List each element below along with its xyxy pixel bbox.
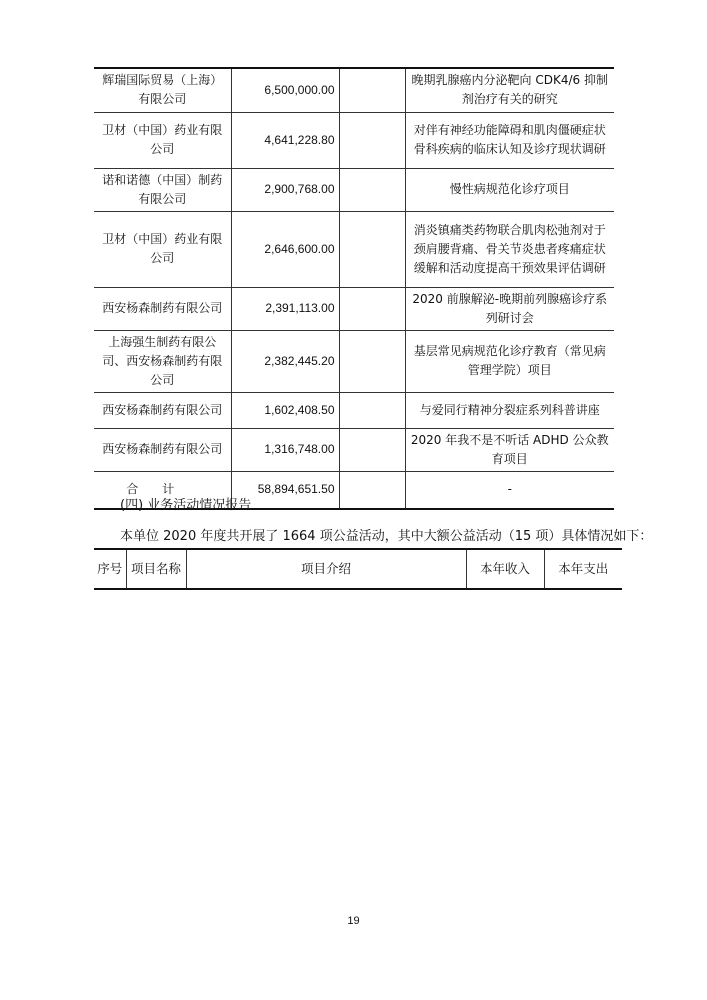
table-row [94,428,614,471]
header-income: 本年收入 [466,549,544,589]
row-empty-cell [339,112,405,168]
activity-table [94,548,622,590]
page-number: 19 [347,915,360,927]
row-organization: 卫材（中国）药业有限公司 [94,112,231,168]
header-expense: 本年支出 [544,549,622,589]
row-project: 慢性病规范化诊疗项目 [405,168,614,211]
row-project: 2020 前腺解泌-晚期前列腺癌诊疗系列研讨会 [405,287,614,330]
row-amount: 1,316,748.00 [231,428,339,471]
row-empty-cell [339,287,405,330]
header-project-intro: 项目介绍 [186,549,466,589]
row-empty-cell [339,168,405,211]
header-project-name: 项目名称 [126,549,186,589]
row-project: 2020 年我不是不听话 ADHD 公众教育项目 [405,428,614,471]
table-row [94,68,614,112]
row-organization: 卫材（中国）药业有限公司 [94,211,231,287]
header-serial: 序号 [94,549,126,589]
row-amount: 2,382,445.20 [231,330,339,392]
row-amount: 1,602,408.50 [231,392,339,428]
row-organization: 西安杨森制药有限公司 [94,428,231,471]
row-amount: 2,900,768.00 [231,168,339,211]
row-amount: 2,646,600.00 [231,211,339,287]
row-project: 与爱同行精神分裂症系列科普讲座 [405,392,614,428]
row-empty-cell [339,428,405,471]
table-row [94,211,614,287]
total-project: - [405,471,614,509]
row-empty-cell [339,330,405,392]
table-row [94,330,614,392]
row-amount: 4,641,228.80 [231,112,339,168]
row-organization: 西安杨森制药有限公司 [94,392,231,428]
summary-text: 本单位 2020 年度共开展了 1664 项公益活动，其中大额公益活动（15 项）具体情况如下： [120,529,653,544]
row-organization: 辉瑞国际贸易（上海）有限公司 [94,68,231,112]
row-project: 消炎镇痛类药物联合肌肉松弛剂对于颈肩腰背痛、骨关节炎患者疼痛症状缓解和活动度提高干预效果评估调研 [405,211,614,287]
table-header-row [94,549,622,589]
row-project: 晚期乳腺癌内分泌靶向 CDK4/6 抑制剂治疗有关的研究 [405,68,614,112]
table-row [94,112,614,168]
row-project: 对伴有神经功能障碍和肌肉僵硬症状骨科疾病的临床认知及诊疗现状调研 [405,112,614,168]
total-empty-cell [339,471,405,509]
total-label: 合计 [94,471,231,509]
row-organization: 西安杨森制药有限公司 [94,287,231,330]
table-row [94,168,614,211]
row-empty-cell [339,392,405,428]
donation-table [94,67,614,510]
row-empty-cell [339,211,405,287]
row-organization: 上海强生制药有限公司、西安杨森制药有限公司 [94,330,231,392]
section-heading: (四) 业务活动情况报告 [120,498,252,513]
row-amount: 6,500,000.00 [231,68,339,112]
row-project: 基层常见病规范化诊疗教育（常见病管理学院）项目 [405,330,614,392]
row-organization: 诺和诺德（中国）制药有限公司 [94,168,231,211]
table-row [94,287,614,330]
row-amount: 2,391,113.00 [231,287,339,330]
row-empty-cell [339,68,405,112]
table-row [94,392,614,428]
total-amount: 58,894,651.50 [231,471,339,509]
